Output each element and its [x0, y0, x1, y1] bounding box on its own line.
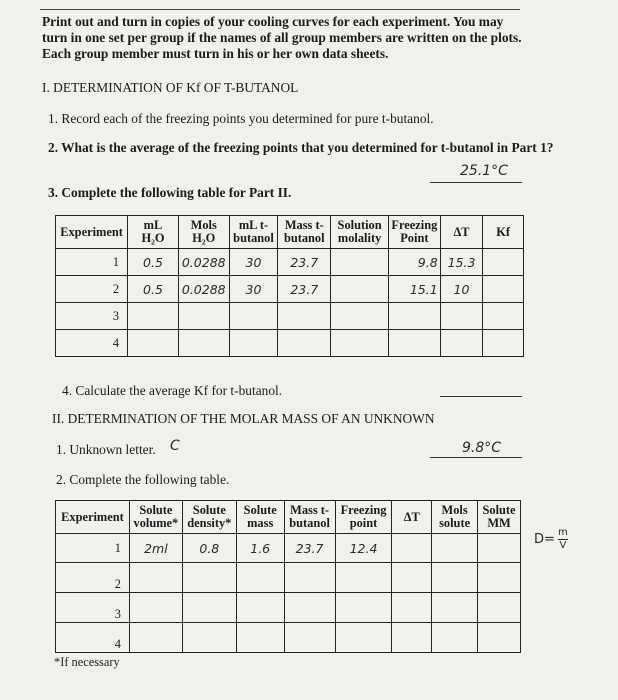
footnote: *If necessary [54, 655, 120, 669]
part2-question-1: 1. Unknown letter. [56, 442, 156, 457]
cell-delta-t [392, 534, 432, 563]
cell-mass-butanol: 23.7 [284, 534, 335, 563]
cell-mols-solute [432, 534, 478, 563]
answer-line [430, 182, 522, 183]
cell-mass-butanol [278, 303, 331, 330]
column-header: Solute MM [478, 501, 521, 534]
cell-solute-volume [129, 593, 182, 623]
experiment-number: 2 [56, 563, 130, 593]
table-header-row [56, 501, 521, 534]
column-header: Freezing Point [389, 216, 441, 249]
column-header: Solute density* [182, 501, 236, 534]
cell-solute-mass [236, 623, 284, 653]
cell-mass-butanol: 23.7 [278, 276, 331, 303]
cell-mass-butanol [284, 563, 335, 593]
column-header: Mass t- butanol [284, 501, 335, 534]
answer-line [440, 396, 522, 397]
table-row [56, 623, 521, 653]
cell-ml-water [128, 303, 179, 330]
kf-table [55, 215, 524, 357]
cell-solute-volume: 2ml [129, 534, 182, 563]
cell-mols-water [178, 330, 229, 357]
column-header: Solution molality [331, 216, 389, 249]
cell-solute-density [182, 593, 236, 623]
cell-solute-mass [236, 593, 284, 623]
cell-delta-t [440, 303, 483, 330]
part2-question-2: 2. Complete the following table. [56, 472, 230, 487]
cell-freezing-point: 12.4 [335, 534, 392, 563]
cell-solute-density: 0.8 [182, 534, 236, 563]
experiment-number: 4 [56, 623, 130, 653]
molar-mass-table [55, 500, 521, 653]
cell-freezing-point [389, 303, 441, 330]
formula-lhs: D= [534, 532, 555, 547]
experiment-number: 1 [56, 249, 128, 276]
cell-mols-solute [432, 623, 478, 653]
column-header: Mols solute [432, 501, 478, 534]
column-header: Experiment [56, 501, 130, 534]
cell-kf [483, 276, 524, 303]
column-header: Experiment [56, 216, 128, 249]
cell-solute-volume [129, 623, 182, 653]
cell-molality [331, 330, 389, 357]
column-header: mL t- butanol [229, 216, 278, 249]
cell-ml-water [128, 330, 179, 357]
cell-mass-butanol [284, 593, 335, 623]
cell-mass-butanol: 23.7 [278, 249, 331, 276]
column-header: Mass t- butanol [278, 216, 331, 249]
formula-numerator: m [558, 527, 568, 538]
cell-delta-t: 10 [440, 276, 483, 303]
cell-molality [331, 303, 389, 330]
cell-mols-solute [432, 563, 478, 593]
cell-ml-butanol [229, 303, 278, 330]
cell-solute-mm [478, 563, 521, 593]
cell-solute-mm [478, 623, 521, 653]
cell-ml-butanol [229, 330, 278, 357]
table-row [56, 330, 524, 357]
cell-freezing-point [389, 330, 441, 357]
formula-denominator: V [559, 540, 567, 551]
cell-ml-butanol: 30 [229, 249, 278, 276]
cell-ml-water: 0.5 [128, 276, 179, 303]
cell-solute-density [182, 623, 236, 653]
cell-delta-t [392, 623, 432, 653]
part1-heading: I. DETERMINATION OF Kf OF T-BUTANOL [42, 80, 299, 95]
cell-solute-volume [129, 563, 182, 593]
cell-solute-mass: 1.6 [236, 534, 284, 563]
cell-solute-mm [478, 593, 521, 623]
cell-delta-t [392, 593, 432, 623]
experiment-number: 2 [56, 276, 128, 303]
density-formula-note [534, 528, 568, 551]
cell-freezing-point [335, 563, 392, 593]
side-note-freezing-point: 9.8°C [462, 440, 502, 456]
cell-mols-water [178, 303, 229, 330]
cell-mols-water: 0.0288 [178, 276, 229, 303]
cell-mols-water: 0.0288 [178, 249, 229, 276]
answer-line [430, 457, 522, 458]
avg-freezing-point-answer: 25.1°C [460, 163, 508, 179]
cell-ml-butanol: 30 [229, 276, 278, 303]
cell-delta-t [440, 330, 483, 357]
cell-kf [483, 303, 524, 330]
column-header: ΔT [440, 216, 483, 249]
cell-mols-solute [432, 593, 478, 623]
formula-fraction [558, 528, 568, 551]
cell-mass-butanol [278, 330, 331, 357]
cell-ml-water: 0.5 [128, 249, 179, 276]
column-header: ΔT [392, 501, 432, 534]
cell-kf [483, 330, 524, 357]
part2-heading: II. DETERMINATION OF THE MOLAR MASS OF AN UNKNOWN [52, 411, 435, 426]
table-row [56, 593, 521, 623]
intro-paragraph: Print out and turn in copies of your cooling curves for each experiment. You may turn in one set per group if the names of all group members are written on the plots. Each group member must turn in his or her own data sheets. [42, 14, 522, 61]
cell-delta-t: 15.3 [440, 249, 483, 276]
cell-freezing-point [335, 623, 392, 653]
cell-kf [483, 249, 524, 276]
cell-freezing-point [335, 593, 392, 623]
unknown-letter-answer: C [170, 438, 180, 454]
part1-question-3: 3. Complete the following table for Part II. [48, 185, 292, 200]
experiment-number: 3 [56, 593, 130, 623]
experiment-number: 3 [56, 303, 128, 330]
table-row [56, 303, 524, 330]
cell-mass-butanol [284, 623, 335, 653]
cell-solute-density [182, 563, 236, 593]
cell-molality [331, 249, 389, 276]
cell-freezing-point: 9.8 [389, 249, 441, 276]
table-row [56, 276, 524, 303]
cell-solute-mass [236, 563, 284, 593]
cell-molality [331, 276, 389, 303]
top-rule [40, 9, 520, 10]
column-header: Solute mass [236, 501, 284, 534]
table-row [56, 534, 521, 563]
experiment-number: 4 [56, 330, 128, 357]
part1-question-1: 1. Record each of the freezing points you determined for pure t-butanol. [48, 111, 434, 126]
part1-question-2: 2. What is the average of the freezing points that you determined for t-butanol in Part 1? [48, 140, 554, 155]
part1-question-4: 4. Calculate the average Kf for t-butanol. [62, 383, 283, 398]
cell-freezing-point: 15.1 [389, 276, 441, 303]
cell-solute-mm [478, 534, 521, 563]
column-header: Freezing point [335, 501, 392, 534]
experiment-number: 1 [56, 534, 130, 563]
column-header: Kf [483, 216, 524, 249]
column-header: Solute volume* [129, 501, 182, 534]
column-header: mL H₂O [128, 216, 179, 249]
table-row [56, 563, 521, 593]
table-header-row [56, 216, 524, 249]
column-header: Mols H₂O [178, 216, 229, 249]
cell-delta-t [392, 563, 432, 593]
table-row [56, 249, 524, 276]
